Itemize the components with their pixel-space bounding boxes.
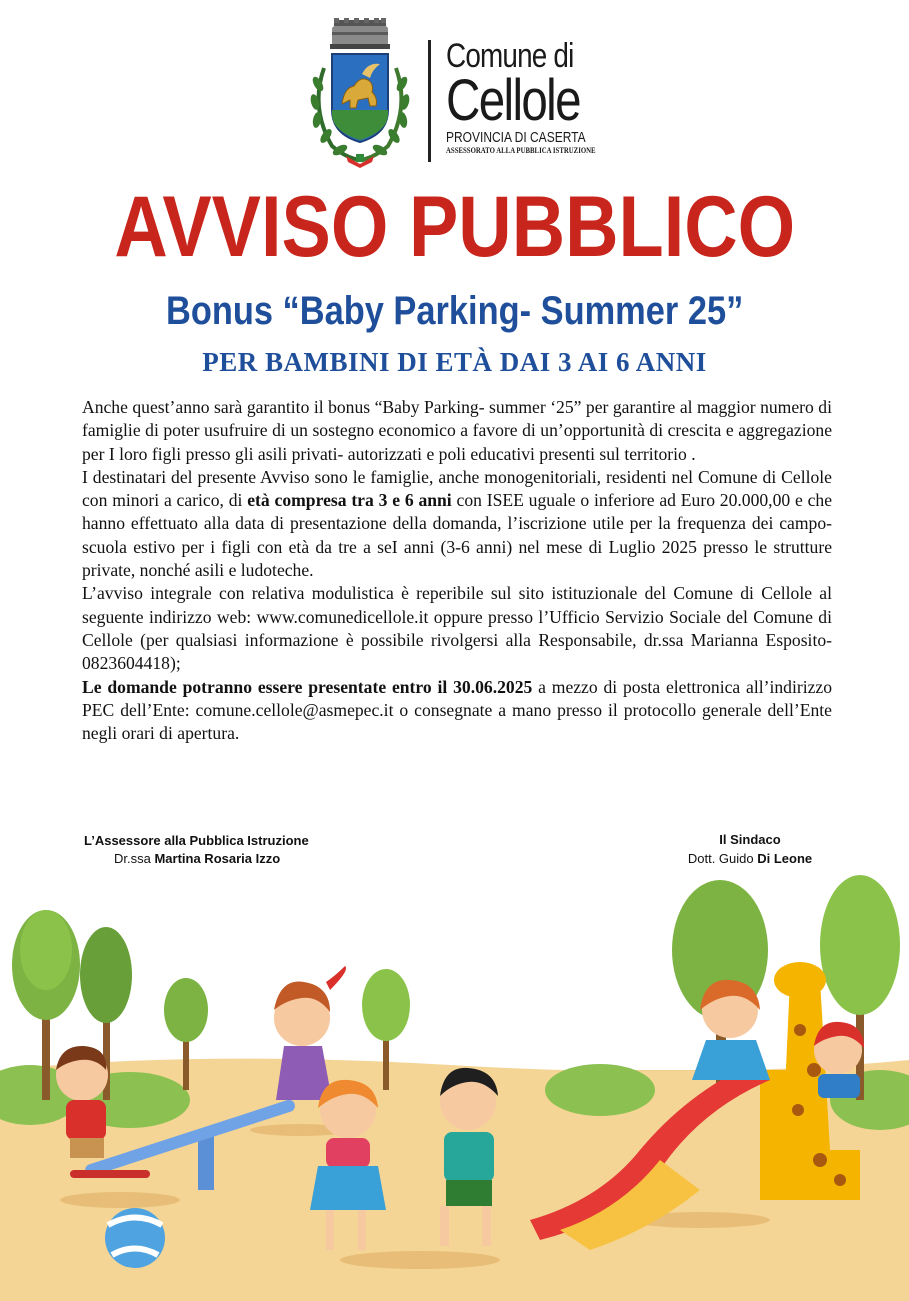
- assessore-name: Martina Rosaria Izzo: [154, 851, 281, 866]
- cellole-text: Cellole: [446, 68, 580, 133]
- assessore-name-line: [84, 850, 309, 868]
- subtitle: [0, 288, 909, 334]
- sindaco-role: Il Sindaco: [719, 832, 781, 847]
- assessorato-text: ASSESSORATO ALLA PUBBLICA ISTRUZIONE: [446, 146, 596, 155]
- paragraph-4-bold: Le domande potranno essere presentate entro il 30.06.2025: [82, 676, 533, 697]
- comune-di-text: Comune di: [446, 37, 574, 75]
- page-title: [0, 179, 909, 275]
- assessore-role: L’Assessore alla Pubblica Istruzione: [84, 833, 309, 848]
- notice-body: [82, 396, 832, 745]
- paragraph-4: [82, 676, 832, 746]
- ball: [105, 1208, 165, 1268]
- paragraph-2-a: I destinatari del presente Avviso sono le famiglie, anche monogenitoriali, residenti nel Comune di Cellole con minori a carico, di: [82, 466, 832, 511]
- sindaco-name: Di Leone: [757, 851, 813, 866]
- paragraph-1: Anche quest’anno sarà garantito il bonus “Baby Parking- summer ‘25” per garantire al maggior numero di famiglie di poter usufruire di un sostegno economico a favore di un’opportunità di crescita e aggregazione per I loro figli presso gli asili privati- autorizzati e poli educativi presenti sul territorio .: [82, 397, 832, 464]
- municipality-logotype: [446, 38, 646, 155]
- sindaco-prefix: Dott. Guido: [687, 851, 758, 866]
- provincia-text: PROVINCIA DI CASERTA: [446, 129, 586, 146]
- sindaco-name-line: [650, 849, 850, 868]
- assessore-prefix: Dr.ssa: [114, 851, 155, 866]
- page-title-text: AVVISO PUBBLICO: [114, 179, 795, 275]
- subtitle-text: Bonus “Baby Parking- Summer 25”: [165, 289, 744, 333]
- coat-of-arms-icon: [302, 18, 418, 168]
- header-divider: [428, 40, 431, 162]
- sindaco-signature: [650, 830, 850, 868]
- paragraph-2-bold: età compresa tra 3 e 6 anni: [247, 490, 452, 511]
- age-line: PER BAMBINI DI ETÀ DAI 3 AI 6 ANNI: [202, 347, 707, 377]
- paragraph-2-b: con ISEE uguale o inferiore ad Euro 20.000,00 e che hanno effettuato alla data di presentazione della domanda, l’iscrizione utile per la frequenza dei campo- scuola estivo per i figli con età da tre a seI anni (3-6 anni) nel mese di Luglio 2025 presso le strutture private, nonché asili e ludoteche.: [82, 490, 833, 581]
- assessore-signature: [84, 832, 309, 868]
- paragraph-3: L’avviso integrale con relativa modulistica è reperibile sul sito istituzionale del Comune di Cellole al seguente indirizzo web: www.comunedicellole.it oppure presso l’Ufficio Servizio Sociale del Comune di Cellole (per qualsiasi informazione è possibile rivolgersi alla Responsabile, dr.ssa Marianna Esposito- 0823604418);: [82, 583, 832, 674]
- child-on-giraffe: [814, 1022, 864, 1098]
- playground-illustration: [0, 870, 909, 1301]
- paragraph-4-a: a mezzo di posta elettronica all’indirizzo PEC dell’Ente: comune.cellole@asmepec.it o consegnate a mano presso il protocollo generale dell’Ente negli orari di apertura.: [82, 676, 832, 744]
- header: [0, 0, 909, 180]
- paragraph-2: [82, 466, 832, 582]
